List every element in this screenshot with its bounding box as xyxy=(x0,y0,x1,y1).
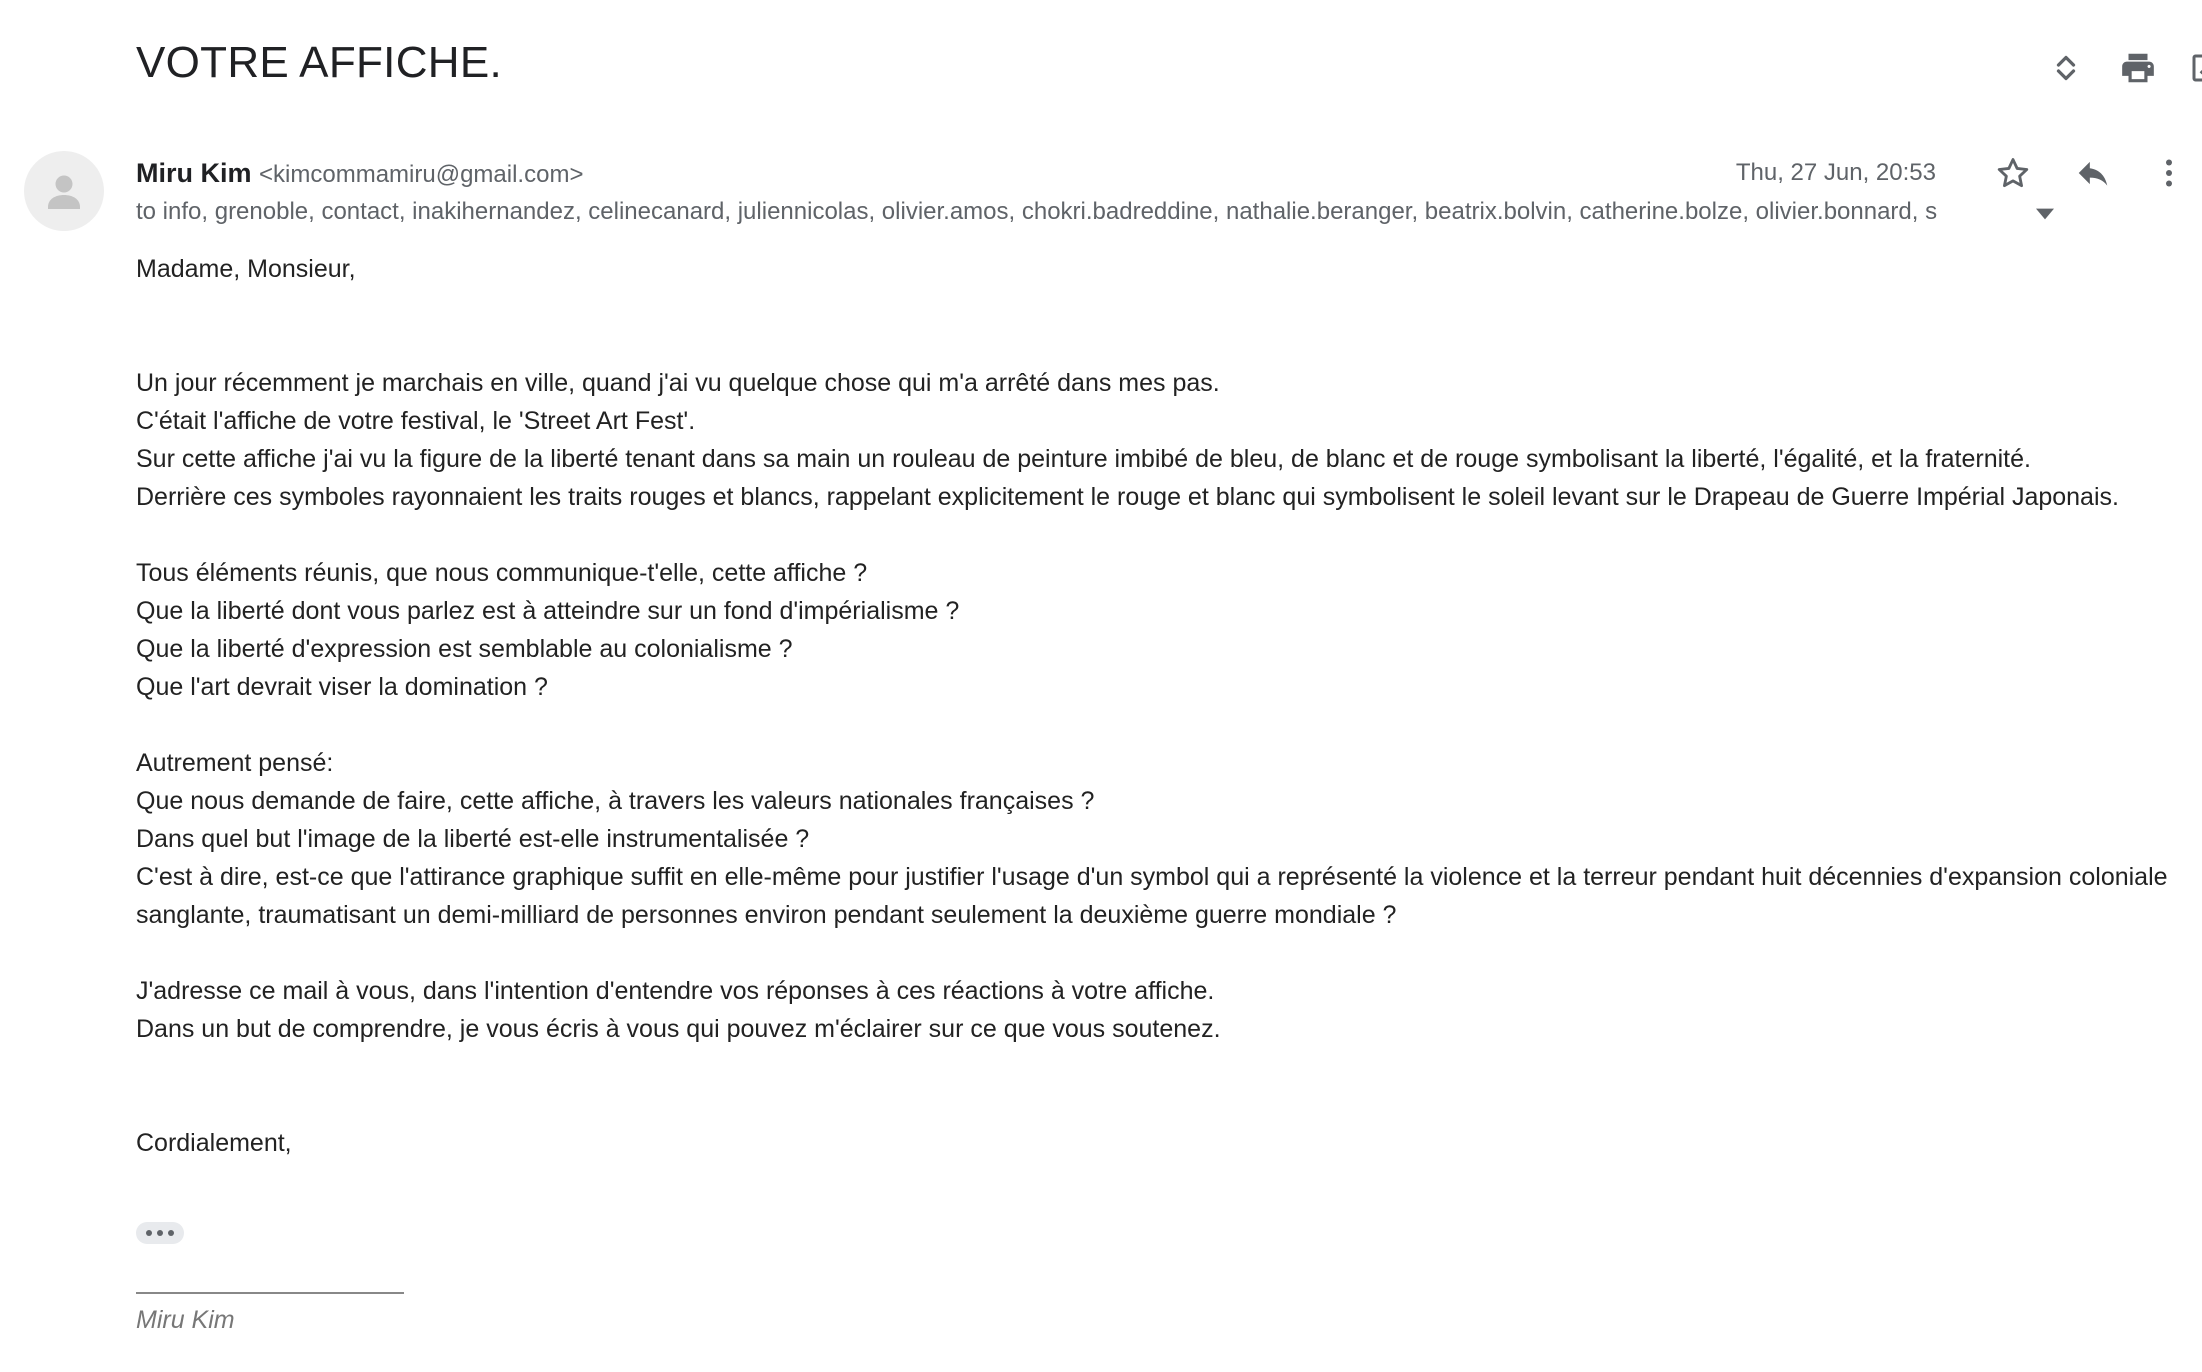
recipients-list: to info, grenoble, contact, inakihernandez, celinecanard, juliennicolas, olivier.amos, chokri.badreddine, nathalie.beranger, beatrix.bolvin, catherine.bolze, olivier.bonnard, s xyxy=(136,198,1938,225)
body-line: Un jour récemment je marchais en ville, quand j'ai vu quelque chose qui m'a arrêté dans mes pas. xyxy=(136,369,1220,397)
body-line: Que nous demande de faire, cette affiche, à travers les valeurs nationales françaises ? xyxy=(136,787,1095,815)
body-line: Autrement pensé: xyxy=(136,749,334,777)
body-line: J'adresse ce mail à vous, dans l'intention d'entendre vos réponses à ces réactions à votre affiche. xyxy=(136,977,1215,1005)
body-line: Sur cette affiche j'ai vu la figure de la liberté tenant dans sa main un rouleau de peinture imbibé de bleu, de blanc et de rouge symbolisant la liberté, l'égalité, et la fraternité. xyxy=(136,445,2031,473)
body-line: Que la liberté dont vous parlez est à atteindre sur un fond d'impérialisme ? xyxy=(136,597,960,625)
message-body xyxy=(136,250,2176,1162)
body-line: Derrière ces symboles rayonnaient les traits rouges et blancs, rappelant explicitement le rouge et blanc qui symbolisent le soleil levant sur le Drapeau de Guerre Impérial Japonais. xyxy=(136,483,2119,511)
caret-down-icon xyxy=(2036,208,2054,220)
email-subject: VOTRE AFFICHE. xyxy=(136,38,503,87)
closing: Cordialement, xyxy=(136,1129,292,1157)
sender-avatar[interactable] xyxy=(24,151,104,231)
body-line: C'était l'affiche de votre festival, le 'Street Art Fest'. xyxy=(136,407,696,435)
sender-name[interactable]: Miru Kim xyxy=(136,158,252,188)
body-line: Tous éléments réunis, que nous communique-t'elle, cette affiche ? xyxy=(136,559,868,587)
signature-divider xyxy=(136,1292,404,1294)
show-trimmed-content-button[interactable] xyxy=(136,1222,184,1244)
star-button[interactable] xyxy=(1990,150,2036,196)
open-in-new-window-button[interactable] xyxy=(2184,46,2202,90)
reply-button[interactable] xyxy=(2070,150,2116,196)
body-line: Dans un but de comprendre, je vous écris à vous qui pouvez m'éclairer sur ce que vous soutenez. xyxy=(136,1015,1221,1043)
more-options-button[interactable] xyxy=(2146,150,2192,196)
open-in-new-icon xyxy=(2188,50,2202,86)
greeting: Madame, Monsieur, xyxy=(136,255,356,283)
body-line: Que l'art devrait viser la domination ? xyxy=(136,673,548,701)
signature-name: Miru Kim xyxy=(136,1306,235,1334)
print-icon xyxy=(2119,49,2157,87)
body-line: Dans quel but l'image de la liberté est-elle instrumentalisée ? xyxy=(136,825,810,853)
sender-email: <kimcommamiru@gmail.com> xyxy=(259,161,584,188)
expand-all-button[interactable] xyxy=(2044,46,2088,90)
more-vert-icon xyxy=(2151,155,2187,191)
body-line: Que la liberté d'expression est semblable au colonialisme ? xyxy=(136,635,793,663)
star-icon xyxy=(1994,154,2032,192)
print-button[interactable] xyxy=(2116,46,2160,90)
show-details-button[interactable] xyxy=(2030,202,2060,226)
reply-icon xyxy=(2074,154,2112,192)
sender-line xyxy=(136,156,583,192)
unfold-icon xyxy=(2048,48,2084,88)
body-line: C'est à dire, est-ce que l'attirance graphique suffit en elle-même pour justifier l'usage d'un symbol qui a représenté la violence et la terreur pendant huit décennies d'expansion coloniale sanglante, traumatisant un demi-milliard de personnes environ pendant seulement la deuxième guerre mondiale ? xyxy=(136,863,2168,929)
person-icon xyxy=(24,151,104,231)
message-date: Thu, 27 Jun, 20:53 xyxy=(1735,159,1936,186)
